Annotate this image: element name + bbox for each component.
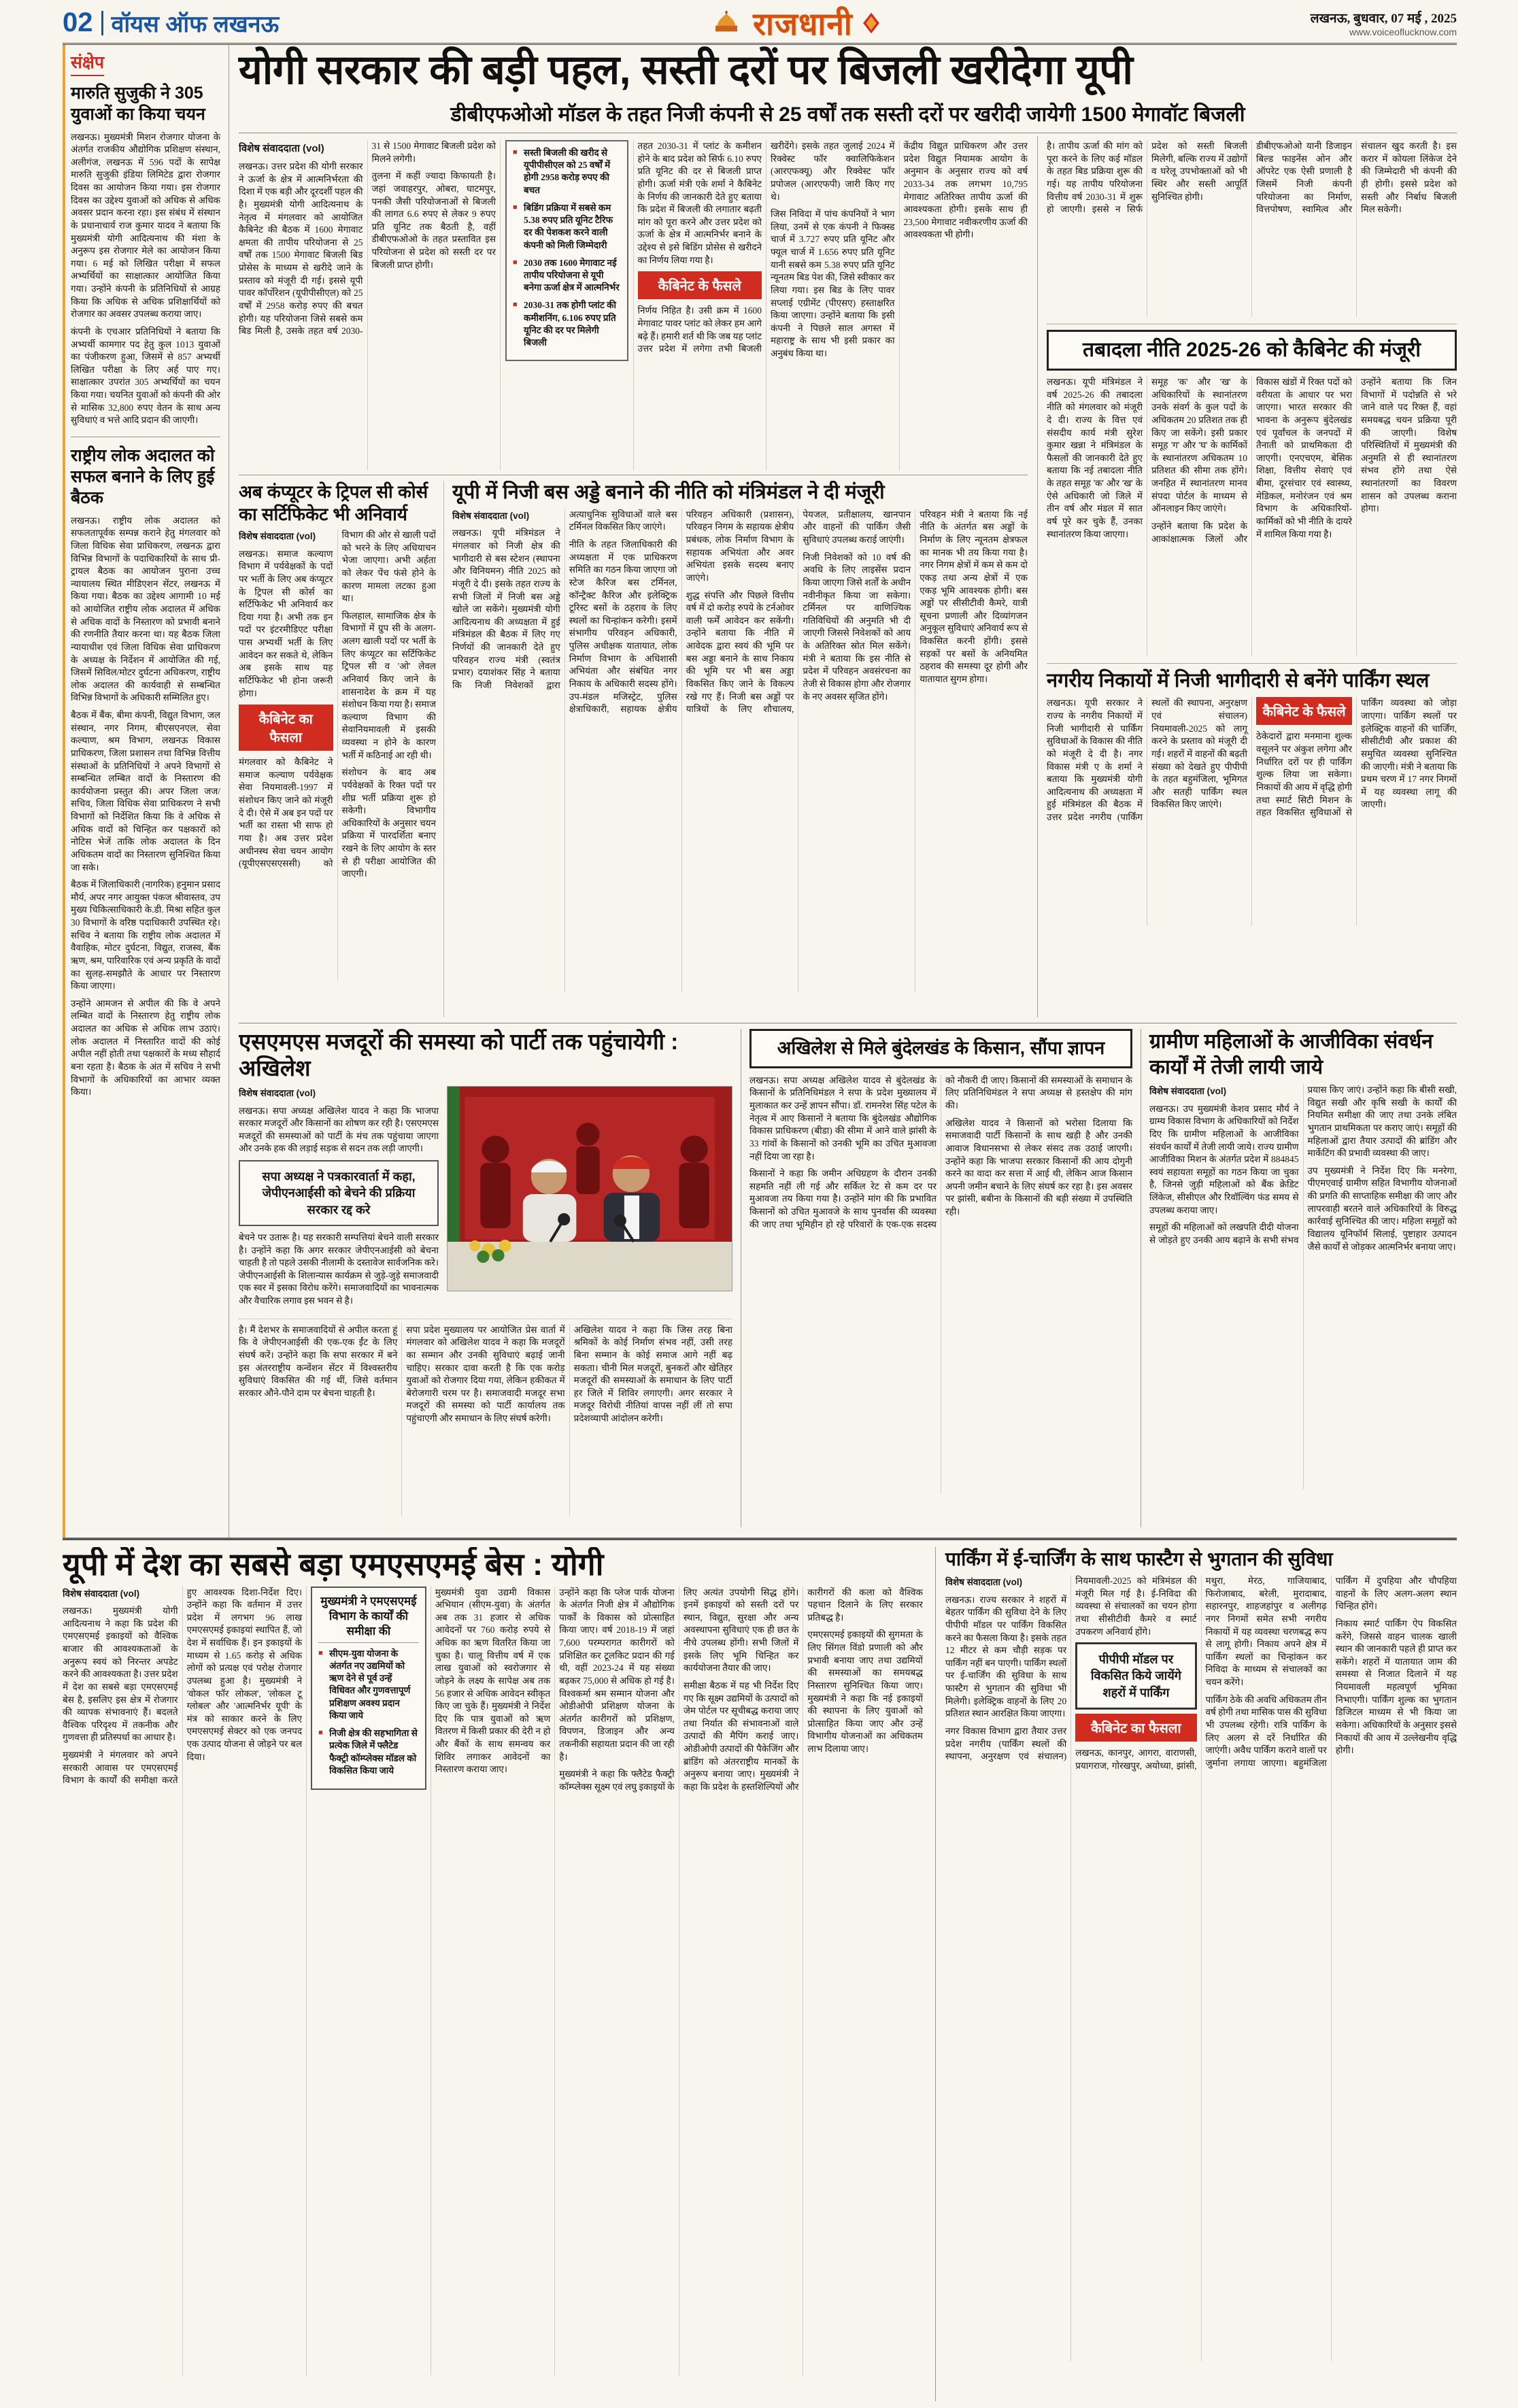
paragraph: समीक्षा बैठक में यह भी निर्देश दिए गए कि सूक्ष्म उद्यमियों के उत्पादों को जेम पोर्टल पर सूचीबद्ध कराया जाए तथा निर्यात की संभावनाओं वाले उत्पादों की मैपिंग कराई जाए। ओडीओपी उत्पादों की पैकेजिंग और ब्रांडिंग को अंतरराष्ट्रीय मानकों के अनुरूप बनाया जाए। मुख्यमंत्री ने कहा कि प्रदेश के हस्तशिल्पियों और कारीगरों की कला को वैश्विक पहचान दिलाने के लिए सरकार प्रतिबद्ध है। xyxy=(683,1587,923,1792)
article-triple-c xyxy=(239,481,444,1017)
article-parking-policy xyxy=(1047,663,1457,926)
paragraph: कंपनी के एचआर प्रतिनिधियों ने बताया कि अभ्यर्थी कामगार पद हेतु कुल 1013 युवाओं का पंजीकरण हुआ, जिसमें से 857 अभ्यर्थी लिखित परीक्षा के लिए अर्ह पाए गए। साक्षात्कार उपरांत 305 अभ्यर्थियों का चयन किया गया। चयनित युवाओं को कंपनी की ओर से मासिक 32,800 रुपए वेतन के साथ अन्य सुविधाएं व भत्ते आदि प्रदान की जाएगी। xyxy=(71,326,220,426)
paragraph: तहत 2030-31 में प्लांट के कमीशन होने के बाद प्रदेश को सिर्फ 6.10 रुपए प्रति यूनिट की दर से बिजली प्राप्त होगी। ऊर्जा मंत्री एके शर्मा ने कैबिनेट के निर्णय की जानकारी देते हुए बताया कि प्रदेश में बिजली की लगातार बढ़ती मांग को पूरा करने और उत्तर प्रदेश को ऊर्जा के क्षेत्र में आत्मनिर्भर बनाने के उद्देश्य से इसे बिडिंग प्रोसेस से खरीदने का निर्णय लिया गया है। xyxy=(637,141,762,265)
byline: विशेष संवाददाता (vol) xyxy=(239,1087,316,1098)
lead-subheadline: डीबीएफओओ मॉडल के तहत निजी कंपनी से 25 वर्षों तक सस्ती दरों पर खरीदी जायेगी 1500 मेगावॉट बिजली xyxy=(239,99,1457,133)
lead-article-body xyxy=(239,136,1028,471)
paragraph: बेचने पर उतारू है। यह सरकारी सम्पत्तियां बेचने वाली सरकार है। उन्होंने कहा कि अगर सरकार जेपीएनआईसी को बेचना चाहती है तो पहले उसकी नीलामी के दस्तावेज सार्वजनिक करे। जेपीएनआईसी के शिलान्यास कार्यक्रम से जुड़े-जुड़े समाजवादी एक स्वर में इसका विरोध करेंगे। समाजवादियों का भावनात्मक और वैचारिक लगाव इस भवन से है। xyxy=(239,1232,439,1306)
article-parking-fastag xyxy=(935,1547,1457,2401)
press-conference-photo xyxy=(447,1086,732,1291)
nagariya-body xyxy=(1047,697,1457,926)
akhilesh-photo-illustration xyxy=(448,1087,732,1291)
msme-body-b xyxy=(435,1587,923,1794)
brief-article-lok-adalat xyxy=(71,437,220,1099)
review-box-title: मुख्यमंत्री ने एमएसएमई विभाग के कार्यों की समीक्षा की xyxy=(318,1594,419,1643)
lead-left-zone xyxy=(239,136,1028,1017)
paragraph: लखनऊ। उप मुख्यमंत्री केशव प्रसाद मौर्य ने ग्राम्य विकास विभाग के अधिकारियों को निर्देश दिए कि ग्रामीण महिलाओं के आजीविका संवर्धन कार्यों में तेजी लायी जाये। राज्य ग्रामीण आजीविका मिशन के अंतर्गत प्रदेश में 884845 स्वयं सहायता समूहों का गठन किया जा चुका है, जिनसे जुड़ी महिलाओं को बैंक क्रेडिट लिंकेज, सीसीएल और रिवॉल्विंग फंड समय से उपलब्ध कराया जाए। xyxy=(1149,1103,1299,1215)
sms-quote-box: सपा अध्यक्ष ने पत्रकारवार्ता में कहा, जेपीएनआईसी को बेचने की प्रक्रिया सरकार रद्द करे xyxy=(239,1160,439,1226)
bundelkhand-body xyxy=(749,1074,1132,1493)
header-left xyxy=(63,7,279,39)
paragraph: लखनऊ। यूपी मंत्रिमंडल ने वर्ष 2025-26 की तबादला नीति को मंगलवार को मंजूरी दे दी। राज्य के वित्त एवं संसदीय कार्य मंत्री सुरेश कुमार खन्ना ने मंत्रिमंडल के फैसलों की जानकारी देते हुए बताया कि नई तबादला नीति के तहत समूह 'क' और 'ख' के ऐसे अधिकारी जो जिले में तीन वर्ष और मंडल में सात वर्ष पूरे कर चुके हैं, उनका स्थानांतरण किया जाएगा। xyxy=(1047,377,1143,539)
paragraph: निर्णय निहित है। उसी क्रम में 1600 मेगावाट पावर प्लांट को लेकर हम आगे बढ़े हैं। हमारी शर्त थी कि जब यह प्लांट उत्तर प्रदेश में लगेगा तभी बिजली खरीदेंगे। इसके तहत जुलाई 2024 में रिक्वेस्ट फॉर क्वालिफिकेशन (आरएफक्यू) और रिक्वेस्ट फॉर प्रपोजल (आरएफपी) जारी किए गए थे। xyxy=(637,141,895,354)
upper-grid xyxy=(239,136,1457,1017)
paragraph: लखनऊ। यूपी मंत्रिमंडल ने मंगलवार को निजी क्षेत्र की भागीदारी से बस स्टेशन (स्थापना और विनियमन) नीति 2025 को मंजूरी दे दी। इसके तहत राज्य के सभी जिलों में निजी बस अड्डे खोले जा सकेंगे। मुख्यमंत्री योगी आदित्यनाथ की अध्यक्षता में हुई मंत्रिमंडल की बैठक में लिए गए निर्णयों की जानकारी देते हुए परिवहन राज्य मंत्री (स्वतंत्र प्रभार) दयाशंकर सिंह ने बताया कि निजी निवेशकों द्वारा अत्याधुनिक सुविधाओं वाले बस टर्मिनल विकसित किए जाएंगे। xyxy=(452,509,677,690)
paragraph: उन्होंने बताया कि जिन विभागों में पदोन्नति से भरे जाने वाले पद रिक्त हैं, वहां समयबद्ध चयन प्रक्रिया पूरी की जाएगी। विशेष परिस्थितियों में मुख्यमंत्री की अनुमति से ही स्थानांतरण संभव होंगे तथा ऐसे स्थानांतरणों का विवरण शासन को उपलब्ध कराना होगा। xyxy=(1361,377,1457,514)
paragraph: केंद्रीय विद्युत प्राधिकरण और उत्तर प्रदेश विद्युत नियामक आयोग के अनुमान के अनुसार राज्य को वर्ष 2033-34 तक लगभग 10,795 मेगावाट अतिरिक्त तापीय ऊर्जा की आवश्यकता होगी। इसके साथ ही 23,500 मेगावाट नवीकरणीय ऊर्जा की आवश्यकता भी होगी। xyxy=(903,141,1028,240)
article-bundelkhand-farmers xyxy=(741,1029,1132,1527)
paragraph: लखनऊ। समाज कल्याण विभाग में पर्यवेक्षकों के पदों पर भर्ती के लिए अब कंप्यूटर के ट्रिपल सी कोर्स का सर्टिफिकेट भी अनिवार्य कर दिया गया है। अभी तक इन पदों पर इंटरमीडिएट परीक्षा पास अभ्यर्थी भर्ती के लिए आवेदन कर सकते थे, लेकिन अब इसके साथ यह सर्टिफिकेट भी होना जरूरी होगा। xyxy=(239,548,333,698)
row-second xyxy=(239,475,1028,1017)
lead-body-b xyxy=(638,140,762,267)
paragraph: किसानों ने कहा कि जमीन अधिग्रहण के दौरान उनकी सहमति नहीं ली गई और सर्किल रेट से कम दर पर मुआवजा तय किया गया है। उन्होंने मांग की कि प्रभावित किसानों को उचित मुआवजे के साथ पुनर्वास की व्यवस्था की जाए तथा भूमिहीन हो रहे परिवारों के एक-एक सदस्य को नौकरी दी जाए। किसानों की समस्याओं के समाधान के लिए प्रतिनिधिमंडल ने सपा अध्यक्ष से हस्तक्षेप की मांग की। xyxy=(749,1074,1132,1230)
header-divider xyxy=(101,11,103,35)
sms-top xyxy=(239,1086,732,1312)
paragraph: मंगलवार को कैबिनेट ने समाज कल्याण पर्यवेक्षक सेवा नियमावली-1997 में संशोधन किए जाने को मंजूरी दे दी। ऐसे में अब इन पदों पर भर्ती का रास्ता भी साफ हो गया है। अब उत्तर प्रदेश अधीनस्थ सेवा चयन आयोग (यूपीएसएसएससी) को विभाग की ओर से खाली पदों को भरने के लिए अधियाचन भेजा जाएगा। अभी अर्हता को लेकर पेंच फंसे होने के कारण मामला लटका हुआ था। xyxy=(239,530,436,869)
temple-icon xyxy=(707,9,746,37)
paragraph: डीबीएफओओ यानी डिजाइन बिल्ड फाइनेंस ओन और ऑपरेट एक ऐसी प्रणाली है जिसमें निजी कंपनी परियोजना का निर्माण, वित्तपोषण, स्वामित्व और संचालन खुद करती है। इस करार में कोयला लिंकेज देने की जिम्मेदारी भी कंपनी की ही होगी। इससे प्रदेश को सस्ती और निर्बाध बिजली मिल सकेगी। xyxy=(1256,141,1457,215)
cabinet-decision-badge: कैबिनेट का फैसला xyxy=(1075,1714,1196,1742)
ppp-model-box: पीपीपी मॉडल पर विकसित किये जायेंगे शहरों में पार्किंग xyxy=(1075,1642,1196,1710)
paragraph: उन्होंने कहा कि प्लेज पार्क योजना के अंतर्गत निजी क्षेत्र में औद्योगिक पार्कों के विकास को प्रोत्साहित किया जाए। वर्ष 2018-19 में जहां 7,600 परम्परागत कारीगरों को प्रशिक्षित कर टूलकिट प्रदान की गई थी, वहीं 2023-24 में यह संख्या बढ़कर 75,000 से अधिक हो गई है। विश्वकर्मा श्रम सम्मान योजना और ओडीओपी प्रशिक्षण योजना के अंतर्गत कारीगरों को प्रशिक्षण, विपणन, डिजाइन और अन्य तकनीकी सहायता प्रदान की जा रही है। xyxy=(559,1587,675,1762)
page-header xyxy=(63,5,1457,45)
bus-adda-text xyxy=(452,509,1028,716)
byline: विशेष संवाददाता (vol) xyxy=(63,1588,140,1599)
paragraph: लखनऊ, कानपुर, आगरा, वाराणसी, प्रयागराज, गोरखपुर, अयोध्या, झांसी, मथुरा, मेरठ, गाजियाबाद, फिरोजाबाद, बरेली, मुरादाबाद, सहारनपुर, शाहजहांपुर व अलीगढ़ नगर निगमों समेत सभी नगरीय निकायों में यह व्यवस्था चरणबद्ध रूप से लागू होगी। निकाय अपने क्षेत्र में पार्किंग स्थलों का चिन्हांकन कर निविदा के माध्यम से संचालकों का चयन करेंगे। xyxy=(1075,1576,1327,1771)
upper-section xyxy=(63,45,1457,1539)
byline: विशेष संवाददाता (vol) xyxy=(239,531,316,541)
byline: विशेष संवाददाता (vol) xyxy=(1149,1086,1227,1096)
msme-body-a xyxy=(63,1587,302,1794)
paragraph: लखनऊ। राज्य सरकार ने शहरों में बेहतर पार्किंग की सुविधा देने के लिए पीपीपी मॉडल पर पार्किंग विकसित करने का फैसला किया है। इसके तहत 12 मीटर से कम चौड़ी सड़क पर पार्किंग नहीं बन पाएगी। पार्किंग स्थलों पर ई-चार्जिंग की सुविधा के साथ फास्टैग से भुगतान की सुविधा भी मिलेगी। इलेक्ट्रिक वाहनों के लिए 20 प्रतिशत स्थान आरक्षित किया जाएगा। xyxy=(945,1594,1067,1719)
msme-body xyxy=(63,1587,923,2375)
sms-continuation xyxy=(239,1319,732,1516)
msme-headline: यूपी में देश का सबसे बड़ा एमएसएमई बेस : योगी xyxy=(63,1547,604,1582)
sms-intro xyxy=(239,1105,439,1156)
paragraph: उप मुख्यमंत्री ने निर्देश दिए कि मनरेगा, पीएमएवाई ग्रामीण सहित विभागीय योजनाओं की प्रगति की साप्ताहिक समीक्षा की जाए और लापरवाही बरतने वाले अधिकारियों के विरुद्ध कार्रवाई सुनिश्चित की जाए। महिला समूहों को विद्यालय यूनिफॉर्म सिलाई, पुष्टाहार उत्पादन जैसे कार्यों से जोड़कर आत्मनिर्भर बनाया जाए। xyxy=(1307,1165,1457,1252)
paragraph: शुद्ध संपत्ति और पिछले वित्तीय वर्ष में दो करोड़ रुपये के टर्नओवर वाली फर्में आवेदन कर सकेंगी। उन्होंने बताया कि नीति में आवेदक द्वारा स्वयं की भूमि पर बस अड्डा बनाने के साथ निकाय की भूमि पर भी बस अड्डा विकसित किए जाने के विकल्प रखे गए हैं। निजी बस अड्डों पर यात्रियों के लिए शौचालय, पेयजल, प्रतीक्षालय, खानपान और वाहनों की पार्किंग जैसी सुविधाएं उपलब्ध कराई जाएंगी। xyxy=(686,509,911,715)
cabinet-decision-badge: कैबिनेट के फैसले xyxy=(638,271,762,299)
article-bus-adda xyxy=(452,481,1028,1017)
paragraph: ■ सीएम-युवा योजना के अंतर्गत नए उद्यमियों को ऋण देने से पूर्व उन्हें विधिवत और गुणवत्तापूर्ण प्रशिक्षण अवश्य प्रदान किया जाये xyxy=(318,1648,419,1722)
article-tabadla-niti xyxy=(1047,324,1457,656)
brief-article-maruti xyxy=(71,83,220,427)
byline: विशेष संवाददाता (vol) xyxy=(452,510,530,521)
paragraph: ■ बिडिंग प्रक्रिया में सबसे कम 5.38 रुपए प्रति यूनिट टैरिफ दर की पेशकश करने वाली कंपनी को मिली जिम्मेदारी xyxy=(513,202,621,252)
briefs-column xyxy=(63,45,229,1538)
paragraph: उन्होंने आमजन से अपील की कि वे अपने लम्बित वादों के निस्तारण हेतु राष्ट्रीय लोक अदालत का अधिक से अधिक लाभ उठाएं। लोक अदालत में निस्तारित वादों की कोई अपील नहीं होती तथा पक्षकारों के मध्य सौहार्द बना रहता है। बैठक के अंत में सचिव ने सभी विभागों के अधिकारियों का आभार व्यक्त किया। xyxy=(71,998,220,1098)
lead-right-zone xyxy=(1037,136,1457,1017)
paragraph: लखनऊ। मुख्यमंत्री मिशन रोजगार योजना के अंतर्गत राजकीय औद्योगिक प्रशिक्षण संस्थान, अलीगंज, लखनऊ में 596 पदों के सापेक्ष मारुति सुजुकी इंडिया लिमिटेड द्वारा रोजगार दिवस का आयोजन किया गया। इस रोजगार दिवस का उद्देश्य युवाओं को अधिक से अधिक अवसर प्रदान करना रहा। इस संबंध में संस्थान के प्रधानाचार्य राज कुमार यादव ने बताया कि मुख्यमंत्री योगी आदित्यनाथ की मंशा के अनुरूप इस रोजगार मेले का आयोजन किया गया। 6 मई को लिखित परीक्षा में सफल अभ्यर्थियों का साक्षात्कार आयोजित किया गया। उन्होंने कंपनी के प्रतिनिधियों से आग्रह किया कि अधिक से अधिक प्रशिक्षार्थियों को रोजगार का अवसर उपलब्ध कराया जाए। xyxy=(71,131,220,320)
page-number: 02 xyxy=(63,7,93,37)
paragraph: फिलहाल, सामाजिक क्षेत्र के विभागों में ग्रुप सी के अलग-अलग खाली पदों पर भर्ती के लिए कंप्यूटर का सर्टिफिकेट ट्रिपल सी व 'ओ' लेवल अनिवार्य किए जाने के शासनादेश के क्रम में यह संशोधन किया गया है। समाज कल्याण विभाग की सेवानियमावली में इसकी व्यवस्था न होने के कारण भर्ती में कठिनाई आ रही थी। xyxy=(341,610,436,760)
paragraph: लखनऊ। सपा अध्यक्ष अखिलेश यादव ने कहा कि भाजपा सरकार मजदूरों और किसानों का शोषण कर रही है। एसएमएस मजदूरों की समस्याओं को पार्टी के मंच तक पहुंचाया जाएगा और उनके हक की लड़ाई सड़क से सदन तक लड़ी जाएगी। xyxy=(239,1105,439,1154)
article-rural-women xyxy=(1141,1029,1457,1527)
nagariya-body-a xyxy=(1047,697,1247,824)
paragraph: ■ 2030-31 तक होगी प्लांट की कमीशनिंग, 6.106 रुपए प्रति यूनिट की दर पर मिलेगी बिजली xyxy=(513,299,621,349)
gramin-headline: ग्रामीण महिलाओं के आजीविका संवर्धन कार्यों में तेजी लायी जाये xyxy=(1149,1030,1433,1079)
website-url: www.voiceoflucknow.com xyxy=(1349,26,1457,37)
sms-side-text xyxy=(239,1232,439,1308)
briefs-label: संक्षेप xyxy=(71,50,104,76)
paragraph: लखनऊ। यूपी सरकार ने राज्य के नगरीय निकायों में निजी भागीदारी से पार्किंग सुविधाओं के विकास की नीति को मंजूरी दे दी है। नगर विकास मंत्री ए के शर्मा ने बताया कि मुख्यमंत्री योगी आदित्यनाथ की अध्यक्षता में हुई मंत्रिमंडल की बैठक में उत्तर प्रदेश नगरीय (पार्किंग स्थलों की स्थापना, अनुरक्षण एवं संचालन) नियमावली-2025 को लागू करने के प्रस्ताव को मंजूरी दी गई। शहरों में वाहनों की बढ़ती संख्या को देखते हुए पीपीपी के तहत बहुमंजिला, भूमिगत और सतही पार्किंग स्थल विकसित किए जाएंगे। xyxy=(1047,698,1247,822)
paragraph: एमएसएमई इकाइयों की सुगमता के लिए सिंगल विंडो प्रणाली को और प्रभावी बनाया जाए तथा उद्यमियों की समस्याओं का समयबद्ध निस्तारण सुनिश्चित किया जाए। मुख्यमंत्री ने कहा कि नई इकाइयों की स्थापना के लिए युवाओं को प्रोत्साहित किया जाए और उन्हें विभागीय योजनाओं का अधिकतम लाभ दिलाया जाए। xyxy=(807,1629,923,1754)
parking-body xyxy=(945,1575,1457,2361)
paragraph: लखनऊ। राष्ट्रीय लोक अदालत को सफलतापूर्वक सम्पन्न कराने हेतु मंगलवार को जिला विधिक सेवा प्राधिकरण, लखनऊ द्वारा विभिन्न विभागों के पदाधिकारियों के साथ प्री-ट्रायल बैठक का आयोजन पुराना उच्च न्यायालय स्थित मीडिएशन सेंटर, लखनऊ में किया गया। बैठक का उद्देश्य आगामी 10 मई को आयोजित राष्ट्रीय लोक अदालत में अधिक से अधिक वादों के निस्तारण को प्रभावी बनाने की रणनीति तैयार करना था। यह बैठक जिला न्यायाधीश एवं जिला विधिक सेवा प्राधिकरण के अध्यक्ष के निर्देशन में आयोजित की गई, जिसमें सिविल/मोटर दुर्घटना अधिकरण, राष्ट्रीय लोक अदालत की कार्यवाही से सम्बन्धित विभिन्न विभागों के अधिकारी सम्मिलित हुए। xyxy=(71,515,220,703)
review-box-items xyxy=(318,1648,419,1777)
paragraph: ठेकेदारों द्वारा मनमाना शुल्क वसूलने पर अंकुश लगेगा और निर्धारित दरों पर ही पार्किंग शुल्क लिया जा सकेगा। निकायों की आय में वृद्धि होगी तथा स्मार्ट सिटी मिशन के तहत विकसित सुविधाओं से पार्किंग व्यवस्था को जोड़ा जाएगा। पार्किंग स्थलों पर इलेक्ट्रिक वाहनों की चार्जिंग, सीसीटीवी और प्रकाश की समुचित व्यवस्था सुनिश्चित की जाएगी। मंत्री ने बताया कि प्रथम चरण में 17 नगर निगमों में यह व्यवस्था लागू की जाएगी। xyxy=(1256,698,1457,818)
paragraph: निकाय स्मार्ट पार्किंग ऐप विकसित करेंगे, जिससे वाहन चालक खाली स्थान की जानकारी पहले ही प्राप्त कर सकेंगे। शहरों में यातायात जाम की समस्या से निजात दिलाने में यह नियमावली महत्वपूर्ण भूमिका निभाएगी। पार्किंग शुल्क का भुगतान डिजिटल माध्यम से भी किया जा सकेगा। अधिकारियों के अनुसार इससे निकायों की आय में उल्लेखनीय वृद्धि होगी। xyxy=(1335,1618,1457,1756)
header-right xyxy=(1311,9,1457,37)
bundelkhand-headline: अखिलेश से मिले बुंदेलखंड के किसान, सौंपा ज्ञापन xyxy=(749,1029,1132,1068)
paragraph: मुख्यमंत्री ने मंगलवार को अपने सरकारी आवास पर एमएसएमई विभाग के कार्यों की समीक्षा करते हुए आवश्यक दिशा-निर्देश दिए। उन्होंने कहा कि वर्तमान में उत्तर प्रदेश में लगभग 96 लाख एमएसएमई इकाइयां स्थापित हैं, जो देश में सर्वाधिक हैं। इन इकाइयों के माध्यम से 1.65 करोड़ से अधिक लोगों को प्रत्यक्ष एवं परोक्ष रोजगार उपलब्ध हुआ है। मुख्यमंत्री ने 'वोकल फॉर लोकल', 'लोकल टू ग्लोबल' और 'आत्मनिर्भर यूपी' के मंत्र को साकार करने के लिए एमएसएमई सेक्टर को एक जनपद एक उत्पाद योजना से जोड़ने पर बल दिया। xyxy=(63,1587,303,1786)
parking-headline: पार्किंग में ई-चार्जिंग के साथ फास्टैग से भुगतान की सुविधा xyxy=(945,1548,1333,1570)
cabinet-decision-badge: कैबिनेट का फैसला xyxy=(239,705,333,751)
sms-left-column xyxy=(239,1086,439,1312)
kite-icon xyxy=(860,12,883,35)
paragraph: मुख्यमंत्री युवा उद्यमी विकास अभियान (सीएम-युवा) के अंतर्गत अब तक 31 हजार से अधिक आवेदनों पर 760 करोड़ रुपये से अधिक का ऋण वितरित किया जा चुका है। चालू वित्तीय वर्ष में एक लाख युवाओं को स्वरोजगार से जोड़ने के लक्ष्य के सापेक्ष अब तक 56 हजार से अधिक आवेदन स्वीकृत किए जा चुके हैं। मुख्यमंत्री ने निर्देश दिए कि पात्र युवाओं को ऋण वितरण में किसी प्रकार की देरी न हो और बैंकों के साथ समन्वय कर शिविर लगाकर आवेदनों का निस्तारण कराया जाए। xyxy=(435,1587,551,1775)
paragraph: परिवहन मंत्री ने बताया कि नई नीति के अंतर्गत बस अड्डों के निर्माण के लिए न्यूनतम क्षेत्रफल का मानक भी तय किया गया है। नगर निगम क्षेत्रों में कम से कम दो एकड़ तथा अन्य क्षेत्रों में एक एकड़ भूमि आवश्यक होगी। बस अड्डों पर सीसीटीवी कैमरे, यात्री सूचना प्रणाली और दिव्यांगजन अनुकूल सुविधाएं अनिवार्य रूप से विकसित करनी होंगी। इससे सड़कों पर बसों के अनियमित ठहराव की समस्या दूर होगी और यातायात सुगम होगा। xyxy=(920,509,1028,684)
lead-continuation xyxy=(1047,136,1457,317)
article-akhilesh-sms xyxy=(239,1029,732,1527)
tabadla-body xyxy=(1047,376,1457,656)
paragraph: लखनऊ। उत्तर प्रदेश की योगी सरकार ने ऊर्जा के क्षेत्र में आत्मनिर्भरता की दिशा में एक बड़ी और दूरदर्शी पहल की है। मुख्यमंत्री योगी आदित्यनाथ के नेतृत्व में मंगलवार को आयोजित कैबिनेट की बैठक में 1600 मेगावाट क्षमता की तापीय परियोजना से 25 वर्षों तक 1500 मेगावाट बिजली बिड प्रोसेस के माध्यम से खरीदे जाने के प्रस्ताव को मंजूरी दी गई। इससे यूपी पावर कॉर्पोरेशन (यूपीपीसीएल) को 25 वर्षों में 2958 करोड़ रुपए की बचत होगी। यह परियोजना जिसे सबसे कम बिड मिली है, उसके तहत वर्ष 2030-31 से 1500 मेगावाट बिजली प्रदेश को मिलने लगेगी। xyxy=(239,141,496,337)
lead-highlight-box xyxy=(505,140,628,361)
tabadla-headline: तबादला नीति 2025-26 को कैबिनेट की मंजूरी xyxy=(1047,330,1457,371)
triple-c-body-a xyxy=(239,548,333,700)
nagariya-headline: नगरीय निकायों में निजी भागीदारी से बनेंगे पार्किंग स्थल xyxy=(1047,670,1430,692)
byline: विशेष संवाददाता (vol) xyxy=(945,1577,1023,1587)
triple-c-headline: अब कंप्यूटर के ट्रिपल सी कोर्स का सर्टिफिकेट भी अनिवार्य xyxy=(239,481,428,524)
paragraph: अखिलेश यादव ने किसानों को भरोसा दिलाया कि समाजवादी पार्टी किसानों के साथ खड़ी है और उनकी आवाज विधानसभा से लेकर संसद तक उठाई जाएगी। उन्होंने कहा कि भाजपा सरकार किसानों की आय दोगुनी करने का वादा कर सत्ता में आई थी, लेकिन आज किसान अपनी जमीन बचाने के लिए संघर्ष कर रहा है। इस अवसर पर झांसी, बबीना के किसानों की बड़ी संख्या में उपस्थिति रही। xyxy=(945,1117,1132,1217)
cabinet-decision-badge: कैबिनेट के फैसले xyxy=(1256,697,1352,725)
article-msme-yogi xyxy=(63,1547,923,2401)
row-bottom xyxy=(63,1539,1457,2401)
row-third xyxy=(239,1023,1457,1527)
brief-headline: मारुति सुजुकी ने 305 युवाओं का किया चयन xyxy=(71,84,205,124)
paragraph: समूहों की महिलाओं को लखपति दीदी योजना से जोड़ते हुए उनकी आय बढ़ाने के सभी संभव प्रयास किए जाएं। उन्होंने कहा कि बीसी सखी, विद्युत सखी और कृषि सखी के कार्यों की नियमित समीक्षा की जाए तथा उनके लंबित भुगतान प्राथमिकता पर कराए जाएं। समूहों की महिलाओं द्वारा तैयार उत्पादों की ब्रांडिंग और मार्केटिंग की प्रभावी व्यवस्था की जाए। xyxy=(1149,1085,1457,1245)
paragraph: लखनऊ। मुख्यमंत्री योगी आदित्यनाथ ने कहा कि प्रदेश की एमएसएमई इकाइयों को वैश्विक बाजार की आवश्यकताओं के अनुरूप स्वयं को निरन्तर अपडेट करने की आवश्यकता है। उत्तर प्रदेश में देश का सबसे बड़ा एमएसएमई बेस है, इसलिए इस क्षेत्र में रोजगार की व्यापक संभावनाएं हैं। बदलते वैश्विक परिदृश्य में तकनीक और गुणवत्ता ही प्रतिस्पर्धा का आधार है। xyxy=(63,1606,178,1743)
paragraph: ■ निजी क्षेत्र की सहभागिता से प्रत्येक जिले में फ्लैटेड फैक्ट्री कॉम्प्लेक्स मॉडल को विकसित किया जाये xyxy=(318,1727,419,1777)
paragraph: अखिलेश यादव ने कहा कि जिस तरह बिना श्रमिकों के कोई निर्माण संभव नहीं, उसी तरह बिना सम्मान के कोई समाज आगे नहीं बढ़ सकता। चीनी मिल मजदूरों, बुनकरों और खेतिहर मजदूरों की समस्याओं के समाधान के लिए पार्टी हर जिले में शिविर लगाएगी। अगर सरकार ने मजदूर विरोधी नीतियां वापस नहीं लीं तो सपा प्रदेशव्यापी आंदोलन करेगी। xyxy=(573,1324,732,1424)
paragraph: बैठक में जिलाधिकारी (नागरिक) हनुमान प्रसाद मौर्य, अपर नगर आयुक्त पंकज श्रीवास्तव, उप मुख्य चिकित्साधिकारी के.डी. मिश्रा सहित कुल 30 विभागों के वरिष्ठ पदाधिकारी उपस्थित रहे। सचिव ने बताया कि राष्ट्रीय लोक अदालत में वैवाहिक, मोटर दुर्घटना, विद्युत, राजस्व, बैंक ऋण, श्रम, पारिवारिक एवं अन्य प्रकृति के वादों का सुलह-समझौते के आधार पर निस्तारण किया जाएगा। xyxy=(71,879,220,991)
bus-adda-headline: यूपी में निजी बस अड्डे बनाने की नीति को मंत्रिमंडल ने दी मंजूरी xyxy=(452,481,885,503)
newspaper-name: वॉयस ऑफ लखनऊ xyxy=(111,11,280,37)
paragraph: बैठक में बैंक, बीमा कंपनी, विद्युत विभाग, जल संस्थान, नगर निगम, बीएसएनएल, सेवा कल्याण, श्रम विभाग, लखनऊ विकास प्राधिकरण, जिला प्रशासन तथा विभिन्न वित्तीय संस्थाओं के प्रतिनिधियों ने अपने विभागों से सम्बन्धित लम्बित वादों के निस्तारण की कार्ययोजना प्रस्तुत की। अपर जिला जज/सचिव, जिला विधिक सेवा प्राधिकरण ने सभी विभागों को निर्देशित किया कि वे अधिक से अधिक वादों को चिन्हित कर पक्षकारों को नोटिस भेजें ताकि लोक अदालत के दिन अधिकतम वादों का निस्तारण सुनिश्चित किया जा सके। xyxy=(71,710,220,872)
lead-body-a xyxy=(239,140,496,361)
paragraph: ■ सस्ती बिजली की खरीद से यूपीपीसीएल को 25 वर्षों में होगी 2958 करोड़ रुपए की बचत xyxy=(513,147,621,197)
brief-headline: राष्ट्रीय लोक अदालत को सफल बनाने के लिए हुई बैठक xyxy=(71,445,215,508)
paragraph: मुख्यमंत्री ने कहा कि फ्लैटेड फैक्ट्री कॉम्प्लेक्स सूक्ष्म एवं लघु इकाइयों के लिए अत्यंत उपयोगी सिद्ध होंगे। इनमें इकाइयों को सस्ती दरों पर स्थान, विद्युत, सुरक्षा और अन्य अवस्थापना सुविधाएं एक ही छत के नीचे उपलब्ध होंगी। सभी जिलों में इसके लिए भूमि चिन्हित कर कार्ययोजना तैयार की जाए। xyxy=(559,1587,799,1792)
paragraph: तुलना में कहीं ज्यादा किफायती है। जहां जवाहरपुर, ओबरा, घाटमपुर, पनकी जैसी परियोजनाओं से बिजली की लागत 6.6 रुपए से लेकर 9 रुपए प्रति यूनिट तक बैठती है, वहीं डीबीएफओओ के तहत प्रस्तावित इस परियोजना से प्रदेश को सस्ती दर पर बिजली प्राप्त होगी। xyxy=(371,171,496,270)
masthead xyxy=(707,2,883,44)
paragraph: ■ 2030 तक 1600 मेगावाट नई तापीय परियोजना से यूपी बनेगा ऊर्जा क्षेत्र में आत्मनिर्भर xyxy=(513,257,621,294)
paragraph: पार्किंग ठेके की अवधि अधिकतम तीन वर्ष होगी तथा मासिक पास की सुविधा भी उपलब्ध रहेगी। रात्रि पार्किंग के लिए अलग से दरें निर्धारित की जाएंगी। अवैध पार्किंग कराने वालों पर जुर्माना लगाया जाएगा। बहुमंजिला पार्किंग में दुपहिया और चौपहिया वाहनों के लिए अलग-अलग स्थान चिन्हित होंगे। xyxy=(1205,1576,1457,1768)
paragraph: लखनऊ। सपा अध्यक्ष अखिलेश यादव से बुंदेलखंड के किसानों के प्रतिनिधिमंडल ने सपा के प्रदेश मुख्यालय में मुलाकात कर उन्हें ज्ञापन सौंपा। डॉ. रामनरेश सिंह पटेल के नेतृत्व में आए किसानों ने बताया कि बुंदेलखंड औद्योगिक विकास प्राधिकरण (बीडा) की सीमा में आने वाले झांसी के 33 गांवों के किसानों को उनकी भूमि का उचित मुआवजा नहीं दिया जा रहा है। xyxy=(749,1074,937,1161)
masthead-title: राजधानी xyxy=(753,5,853,41)
byline: विशेष संवाददाता (vol) xyxy=(239,143,324,154)
paragraph: है। मैं देशभर के समाजवादियों से अपील करता हूं कि वे जेपीएनआईसी की एक-एक ईंट के लिए संघर्ष करें। उन्होंने कहा कि सपा सरकार में बने इस अंतरराष्ट्रीय कन्वेंशन सेंटर में विश्वस्तरीय सुविधाएं विकसित की गई थीं, जिसे वर्तमान सरकार औने-पौने दाम पर बेचना चाहती है। xyxy=(239,1324,398,1398)
triple-c-body xyxy=(239,529,436,981)
msme-review-box xyxy=(311,1587,426,1790)
bus-adda-body xyxy=(452,509,1028,993)
paragraph: जिस निविदा में पांच कंपनियों ने भाग लिया, उनमें से एक कंपनी ने फिक्स्ड चार्ज में 3.727 रुपए प्रति यूनिट और फ्यूल चार्ज में 1.656 रुपए प्रति यूनिट यानी सबसे कम 5.38 रुपए प्रति यूनिट न्यूनतम बिड पेश की, जिसे स्वीकार कर लिया गया। इस बिड के लिए पावर सप्लाई एग्रीमेंट (पीएसए) हस्ताक्षरित किया जाएगा। उन्होंने बताया कि इसी कंपनी ने पिछले साल अगस्त में महाराष्ट्र के साथ भी इसी प्रकार का अनुबंध किया था। xyxy=(771,209,895,358)
gramin-text xyxy=(1149,1084,1457,1253)
lead-headline: योगी सरकार की बड़ी पहल, सस्ती दरों पर बिजली खरीदेगा यूपी xyxy=(239,47,1133,92)
paragraph: संशोधन के बाद अब पर्यवेक्षकों के रिक्त पदों पर शीघ्र भर्ती प्रक्रिया शुरू हो सकेगी। विभागीय अधिकारियों के अनुसार चयन प्रक्रिया में पारदर्शिता बनाए रखने के लिए आयोग के स्तर से ही परीक्षा आयोजित की जाएगी। xyxy=(341,767,436,879)
paragraph: नगर विकास विभाग द्वारा तैयार उत्तर प्रदेश नगरीय (पार्किंग स्थलों की स्थापना, अनुरक्षण एवं संचालन) नियमावली-2025 को मंत्रिमंडल की मंजूरी मिल गई है। ई-निविदा की व्यवस्था से संचालकों का चयन होगा तथा सीसीटीवी कैमरे व स्मार्ट उपकरण अनिवार्य होंगे। xyxy=(945,1576,1197,1762)
brief-body xyxy=(71,131,220,427)
paragraph: है। तापीय ऊर्जा की मांग को पूरा करने के लिए कई मॉडल के तहत बिड प्रक्रिया शुरू की गई। यह तापीय परियोजना वित्तीय वर्ष 2030-31 में शुरू हो जाएगी। इससे न सिर्फ प्रदेश को सस्ती बिजली मिलेगी, बल्कि राज्य में उद्योगों व घरेलू उपभोक्ताओं को भी स्थिर और सस्ती आपूर्ति सुनिश्चित होगी। xyxy=(1047,141,1247,215)
paragraph: सपा प्रदेश मुख्यालय पर आयोजित प्रेस वार्ता में मंगलवार को अखिलेश यादव ने कहा कि मजदूरों का सम्मान और उनकी सुविधाएं बढ़ाई जानी चाहिए। सरकार दावा करती है कि एक करोड़ युवाओं को रोजगार दिया गया, लेकिन हकीकत में बेरोजगारी चरम पर है। समाजवादी मजदूर सभा मजदूरों की समस्या को पार्टी कार्यालय तक पहुंचाएगी और समाधान के लिए संघर्ष करेगी। xyxy=(406,1324,565,1424)
sms-headline: एसएमएस मजदूरों की समस्या को पार्टी तक पहुंचायेगी : अखिलेश xyxy=(239,1029,679,1081)
paragraph: उन्होंने बताया कि प्रदेश के आकांक्षात्मक जिलों और विकास खंडों में रिक्त पदों को वरीयता के आधार पर भरा जाएगा। भारत सरकार की भावना के अनुरूप बुंदेलखंड एवं पूर्वांचल के जनपदों में तैनाती को प्राथमिकता दी जाएगी। एनएचएम, बेसिक शिक्षा, वित्तीय सेवाएं एवं बीमा, दूरसंचार एवं स्वास्थ्य, मेडिकल, मनोरंजन एवं श्रम विभाग के अधिकारियों-कार्मिकों को भी नीति के दायरे में शामिल किया गया है। xyxy=(1151,377,1352,544)
brief-body xyxy=(71,515,220,1099)
dateline: लखनऊ, बुधवार, 07 मई , 2025 xyxy=(1310,11,1457,26)
paragraph: निजी निवेशकों को 10 वर्ष की अवधि के लिए लाइसेंस प्रदान किया जाएगा जिसे शर्तों के अधीन नवीनीकृत किया जा सकेगा। टर्मिनल पर वाणिज्यिक गतिविधियों की अनुमति भी दी जाएगी जिससे निवेशकों को आय के अतिरिक्त स्रोत मिल सकेंगे। मंत्री ने बताया कि इस नीति से प्रदेश में परिवहन अवसंरचना का तेजी से विकास होगा और रोजगार के नए अवसर सृजित होंगे। xyxy=(803,552,911,702)
paragraph: नीति के तहत जिलाधिकारी की अध्यक्षता में एक प्राधिकरण समिति का गठन किया जाएगा जो स्टेज कैरिज बस टर्मिनल, कॉन्ट्रैक्ट कैरिज और इलेक्ट्रिक टूरिस्ट बसों के ठहराव के लिए स्थलों का चिन्हांकन करेगी। इसमें संभागीय परिवहन अधिकारी, पुलिस अधीक्षक यातायात, लोक निर्माण विभाग के अधिशासी अभियंता और संबंधित नगर निकाय के अधिकारी सदस्य होंगे। उप-मंडल मजिस्ट्रेट, पुलिस क्षेत्राधिकारी, सहायक क्षेत्रीय परिवहन अधिकारी (प्रशासन), परिवहन निगम के सहायक क्षेत्रीय प्रबंधक, लोक निर्माण विभाग के सहायक अभियंता और अवर अभियंता इसके सदस्य बनाए जाएंगे। xyxy=(569,509,794,715)
gramin-body xyxy=(1149,1084,1457,1489)
main-area xyxy=(229,45,1457,1538)
paragraph: समूह 'क' और 'ख' के अधिकारियों के स्थानांतरण उनके संवर्ग के कुल पदों के अधिकतम 20 प्रतिशत तक ही किए जा सकेंगे। इसी प्रकार समूह 'ग' और 'घ' के कार्मिकों के स्थानांतरण अधिकतम 10 प्रतिशत की सीमा तक होंगे। जनहित में स्थानांतरण मानव संपदा पोर्टल के माध्यम से ऑनलाइन किए जाएंगे। xyxy=(1151,377,1247,514)
